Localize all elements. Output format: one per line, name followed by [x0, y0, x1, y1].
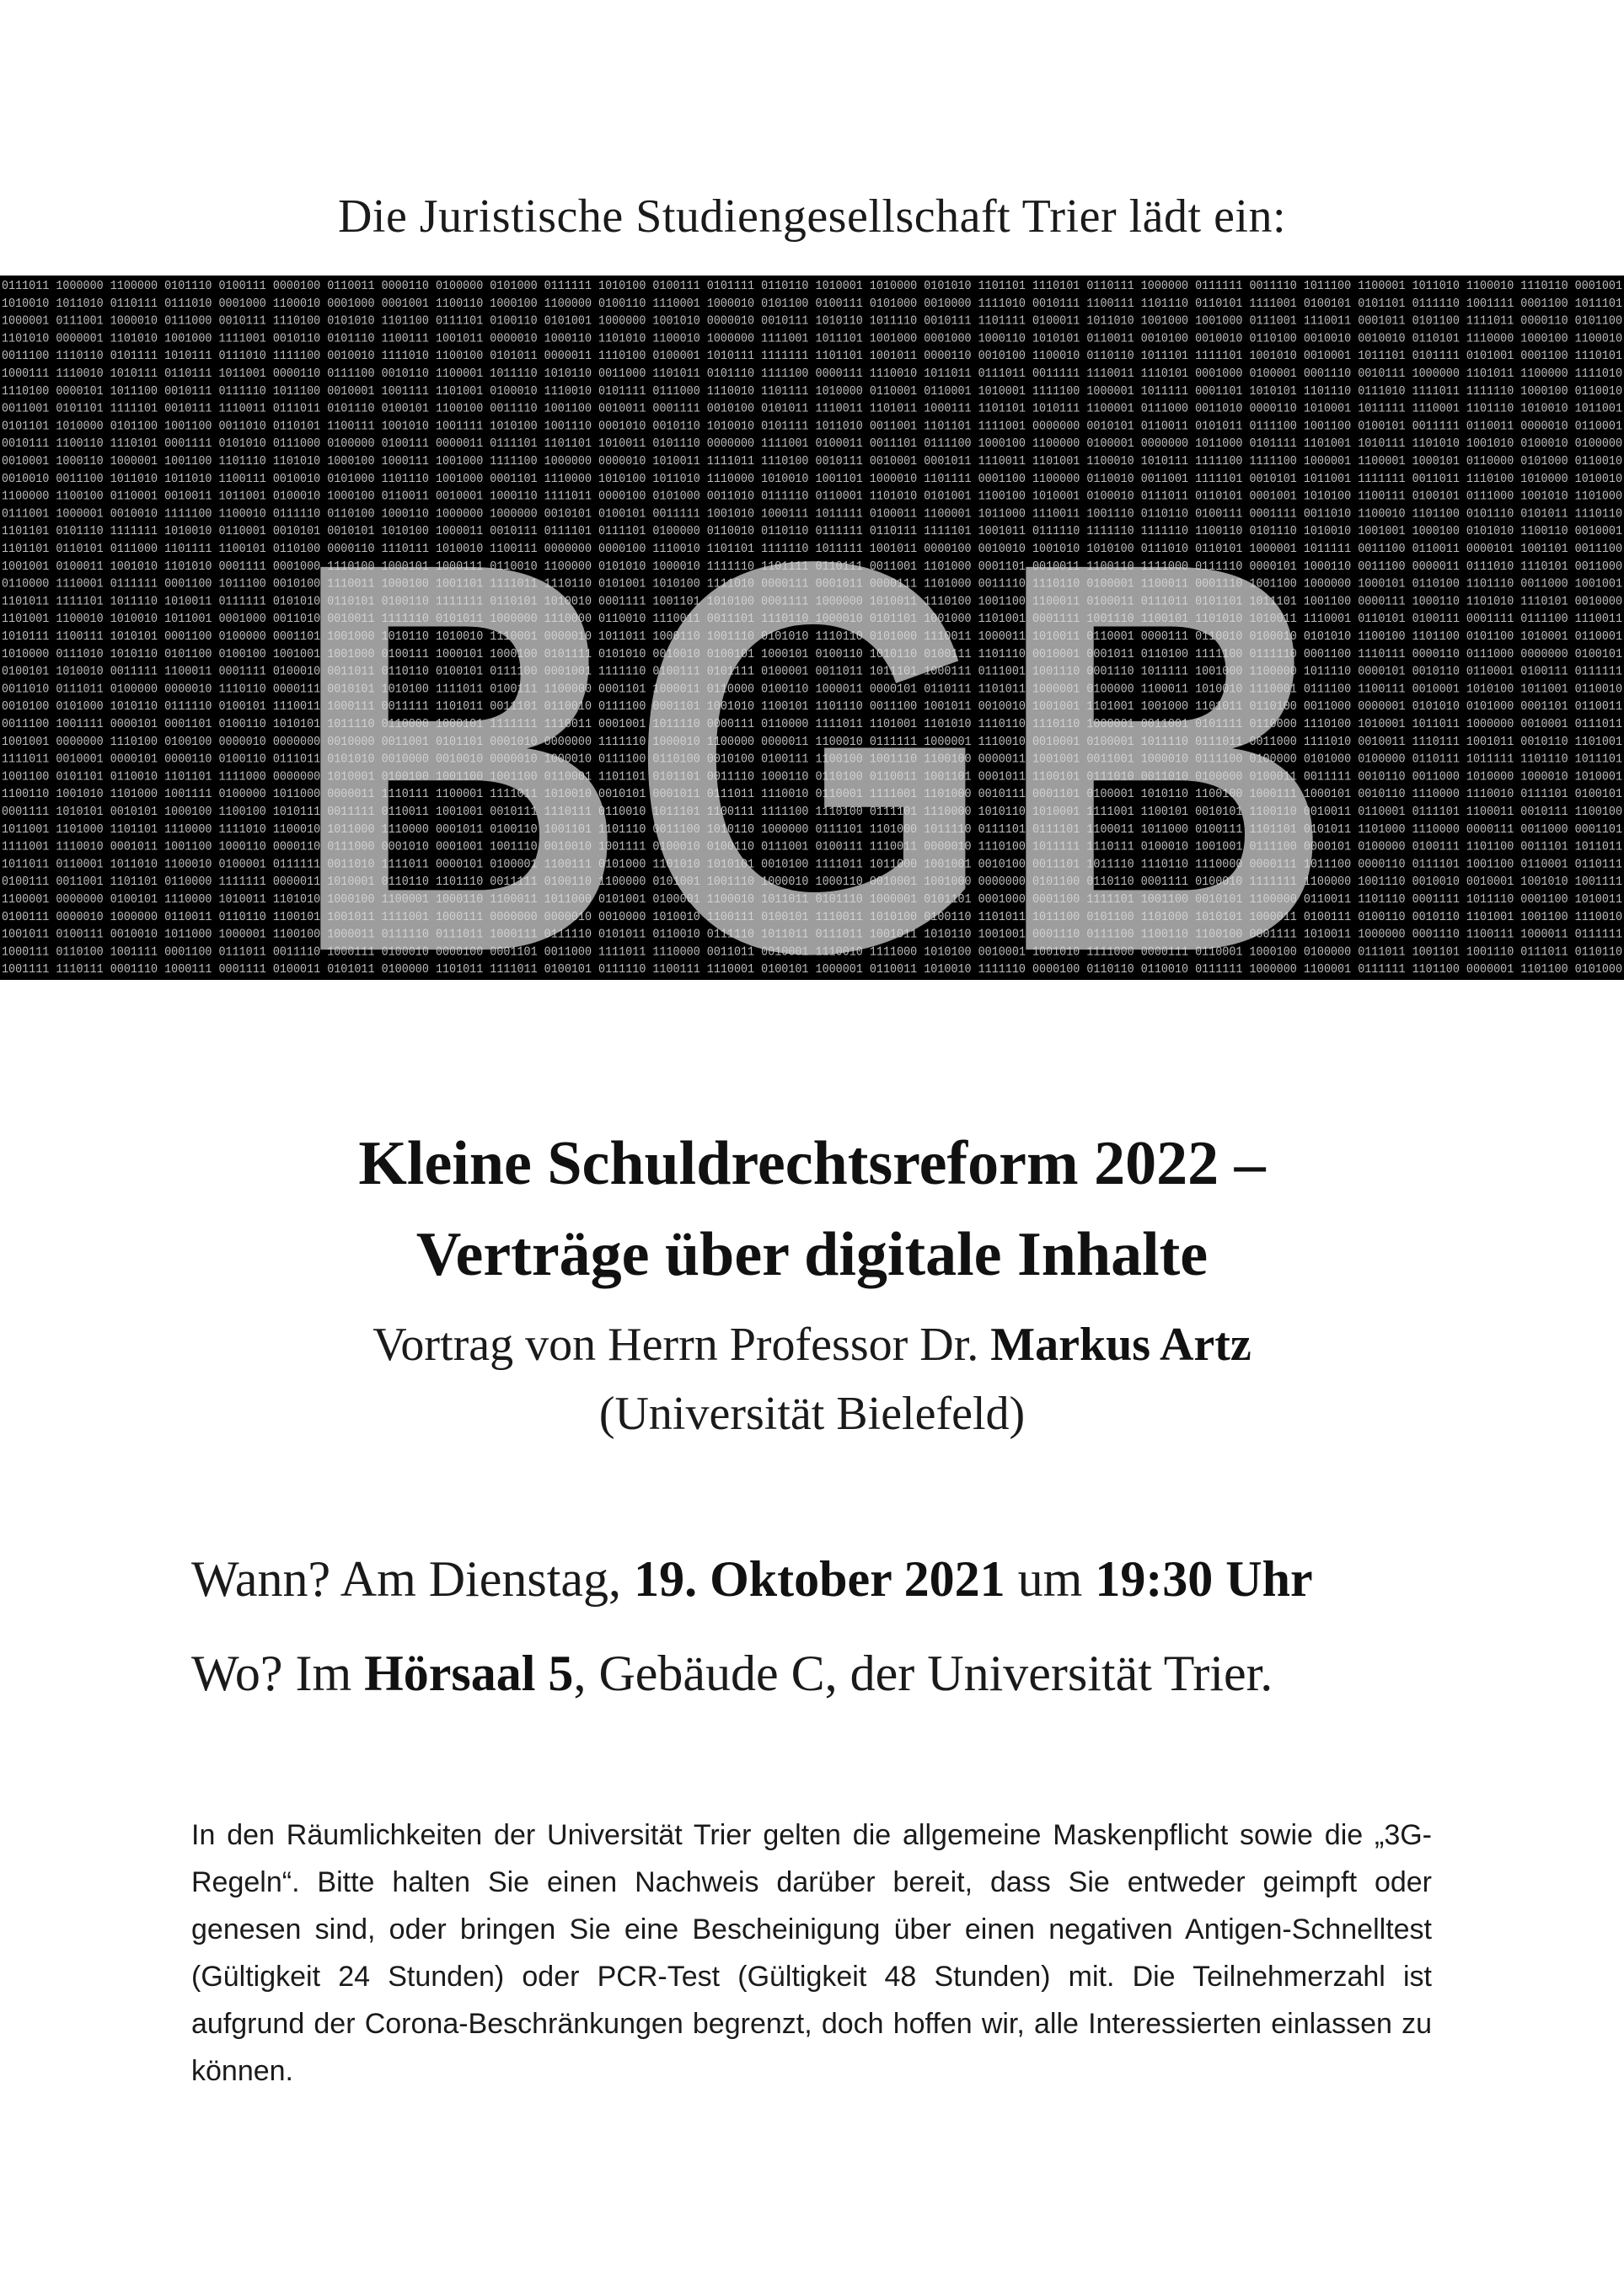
binary-row: 1110100 0000101 1011100 0010111 0111110 1011100 0010001 1001111 1101001 0100010 1110010 0101111 0111000 1110010 1101111 1010000 0110001 0110001 1010001 1111100 1000001 1011111 0001101 1010101 1101110 0111010 1111011 1111110 1000100 0110010	[2, 383, 1622, 399]
binary-row: 0111001 1000001 0010010 1111100 1100010 0111110 0110100 1000110 1000000 1000000 0010101 0100101 0011111 1001010 1000111 1011111 0100011 1100001 1011000 1110011 1001110 0110110 0100111 0001111 0011010 1100010 1101100 0101110 0101011 1110110	[2, 506, 1622, 522]
binary-row: 1100001 0000000 0100101 1110000 1010011 1101010 1000100 1100001 1000110 1100011 1011000 0101001 0100001 1100010 1011011 0101110 1000001 0101101 0001000 0001100 1111101 1001100 0010101 1100000 0110011 1101110 0001111 1011110 0001100 1010011	[2, 892, 1622, 907]
event-time: 19:30 Uhr	[1095, 1551, 1313, 1607]
where-rest: , Gebäude C, der Universität Trier.	[573, 1646, 1273, 1701]
binary-row: 1001001 0000000 1110100 0100100 0000010 0000000 0010000 0011001 0101101 0001010 0000000 1111110 1000010 1100000 0000011 1100010 0111111 1000001 1110010 0010001 0100001 1011110 0111011 0011000 1111010 0010011 1110111 1001011 0010110 1101001	[2, 734, 1622, 749]
binary-row: 0111011 1000000 1100000 0101110 0100111 0000100 0110011 0000110 0100000 0101000 0111111 1010100 0100111 0101111 0110110 1010001 1010000 0101010 1101101 1110101 0110111 1000000 0111111 0011110 1011100 1100001 1011010 1100010 1110110 0001001	[2, 279, 1622, 293]
event-date: 19. Oktober 2021	[634, 1551, 1005, 1607]
binary-row: 1111011 0010001 0000101 0000110 0100110 0111011 0101010 0010000 0010010 0000010 1000010 0111100 0110100 0010100 0100111 1100100 1001110 1100100 0000011 1001001 0011001 1000010 0111100 0100000 0101000 0100000 0110111 1011111 1101110 1011101	[2, 752, 1622, 767]
binary-row: 0010100 0101000 1010110 0111110 0100101 1110011 1000111 0011111 1101011 0011101 0110010 0111100 0001101 1001010 1100101 1101110 0011100 1001011 0010010 1001001 1101001 1001000 1101011 0110100 0011000 0000001 0101010 0101000 0001101 0110011	[2, 699, 1622, 714]
binary-row: 1100110 1001010 1101000 1001111 0100000 1011000 0000011 1110111 1100001 1111011 1010010 0010101 0001011 0111011 1110010 0110001 1111001 1101000 0010111 0001101 0100001 1010110 1100100 1000111 1000101 0010110 1110000 1110010 0111101 0100101	[2, 787, 1622, 802]
binary-row: 1001001 0100011 1001010 1101010 0001111 0001000 1110100 1000101 1000111 0110010 1100000 0101010 1000010 1111110 1101111 0110111 0011001 1101000 0001101 0010011 1100110 1111000 0111110 0000101 1000110 0011100 0000011 0111010 1110101 0011000	[2, 559, 1622, 574]
binary-row: 0010010 0011100 1011010 1011010 1100111 0010010 0101000 1101110 1001000 0001101 1110000 1010100 1011010 1110000 1010010 1001101 1000010 1101111 0001100 1100000 0110010 0011001 1111101 0010101 1011001 1111111 0011011 1110100 1010000 1010010	[2, 471, 1622, 486]
binary-row: 1100000 1100100 0110001 0010011 1011001 0100010 1000100 0110011 0010001 1000110 1111011 0000100 0101000 0011010 0111110 0110001 1101010 0101001 1100100 1010001 0100010 0111011 0110101 0001001 1010100 1100111 0100101 0111000 1001010 1101000	[2, 489, 1622, 504]
bgb-watermark: BGB	[289, 447, 1334, 980]
binary-row: 1001011 0100111 0010010 1011000 1000001 1100100 1000011 0111110 0111011 1000111 0111110 0101011 0110010 0111110 1011011 0111011 1001011 1010110 1001001 0001110 0111100 1100110 1100100 0001111 1010011 1000000 0001110 1100111 1000011 0111111	[2, 927, 1622, 942]
binary-row: 1010000 0111010 1010110 0101100 0100100 1001001 1001000 0100111 1000101 1000100 0101111 0101010 0010010 0100101 1000101 0100110 1010110 0100111 1101110 0010001 0001011 0110100 1111100 0111110 0001100 1110111 0000110 0111000 0000000 0100101	[2, 646, 1622, 661]
binary-row: 1010111 1100111 1010101 0001100 0100000 0001101 1001000 1010110 1010010 1110001 0000010 1011011 1000110 1001110 0101010 1110110 0101000 1110011 1000011 1010011 0110001 0000111 0110010 0100010 0101010 1100100 1101100 0101100 1010001 0110001	[2, 629, 1622, 644]
binary-row: 1001111 1110111 0001110 1000111 0001111 0100011 0101011 0100000 1101011 1111011 0100101 0111110 1100111 1110001 0100101 1000001 0110011 1010010 1111110 0000100 0110110 0110010 0111111 1000000 1100001 0111111 1101100 0000001 1101100 0101000	[2, 962, 1622, 977]
title-line-1: Kleine Schuldrechtsreform 2022 –	[358, 1129, 1266, 1198]
binary-row: 1000111 0110100 1001111 0001100 0111011 0011110 1000111 0100010 0000100 0001101 0011000 1111011 1110000 0011011 0010001 1110010 1111000 1010100 0010001 1001010 1111000 0000111 0110001 1000100 0100000 0111011 1001101 1001110 0111011 0110110	[2, 945, 1622, 960]
binary-row: 0100101 1010010 0011111 1100011 0001111 0100010 0011011 0110110 0100101 0111100 0001001 1111110 0100111 0101111 0100001 0011011 1011101 1000111 0111001 1001110 0001110 1011111 1001000 1100000 1011110 0000101 0010110 0110001 0100111 0111111	[2, 664, 1622, 679]
speaker-affiliation: (Universität Bielefeld)	[598, 1388, 1026, 1440]
binary-row: 0100111 0011001 1101101 0110000 1111111 0000011 1010001 0110110 1101110 0011111 0100110 1100000 0101001 1001110 1000010 1000110 0010001 1001000 0000000 0101100 0110110 0001111 0100010 1111111 1100000 1001110 0010010 0010001 1001010 1001111	[2, 875, 1622, 890]
binary-row: 0100111 0000010 1000000 0110011 0110110 1100101 1001011 1111001 1000111 0000000 0000010 0010000 1010010 1100111 0100101 1110011 1010100 0100110 1101011 1011100 0101100 1101000 1010101 1000011 0100111 0100110 0010110 1101001 1001100 1110010	[2, 909, 1622, 924]
binary-row: 1111001 1110010 0001011 1001100 1000110 0000110 0111000 0001010 0001001 1001110 0010010 1001111 0100010 0100110 0111001 0100111 1110011 0000010 1110100 1011111 1110111 0100010 1001001 0111100 0000101 0100000 0100111 1101100 0011101 1011011	[2, 839, 1622, 854]
event-room: Hörsaal 5	[364, 1646, 574, 1701]
binary-row: 0010001 1000110 1000001 1001100 1101110 1101010 1000100 1000111 1001000 1111100 1000000 0000010 1010011 1111011 1110100 0010111 0010001 0001011 1110011 1101001 1100010 1010111 1111100 1111100 1000001 1100001 1000101 0110000 0101000 0110010	[2, 454, 1622, 468]
when-label: Wann? Am Dienstag,	[191, 1551, 635, 1607]
where-label: Wo? Im	[191, 1646, 365, 1701]
speaker-prefix: Vortrag von Herrn Professor Dr.	[373, 1319, 991, 1371]
binary-row: 0010111 1100110 1110101 0001111 0101010 0111000 0100000 0100111 0000011 0111101 1101101 1010011 0101110 0000000 1111001 0100011 0011101 0111100 1000100 1100000 0100001 0000000 1011000 0101111 1101001 1010111 1101010 1001010 0100010 0100000	[2, 436, 1622, 452]
binary-row: 1101001 1100010 1010010 1011001 0001000 0011010 0010011 1111110 0101011 1000000 1110000 0110010 1110011 0011101 1110110 1000010 0101101 1001000 1101001 0001111 1001110 1100101 1101010 1010011 1110001 0110101 0100111 0001111 0111100 1110011	[2, 612, 1622, 627]
binary-row: 0001111 1010101 0010101 1000100 1100100 1010111 0011111 0110011 1001001 0010111 1110111 0110010 1011101 1100111 1111100 1110100 0111101 1110000 1010110 1010001 1111001 1100101 0010101 1100110 0010011 0110001 0111101 1100011 0010111 1100100	[2, 805, 1622, 819]
binary-banner	[0, 276, 1624, 980]
banner-graphic	[0, 276, 1624, 980]
where-line	[191, 1645, 1273, 1703]
binary-row: 1101101 0101110 1111111 1010010 0110001 0010101 0010101 1010100 1000011 0010111 0111101 0111101 0100000 0110010 0110110 0111111 0110111 1111101 1001011 0111110 1111110 1111110 1100110 0101110 1010010 1001001 1000100 0101010 1100110 0010001	[2, 524, 1622, 539]
binary-row: 1010010 1011010 0110111 0111010 0001000 1100010 0001000 0001001 1100110 1000100 1100000 0100110 1110001 1000010 0101100 0100111 0101000 0010000 1111010 0010111 1100111 1101110 0110101 1111001 0100101 0101101 0111110 1001111 0001100 1011101	[2, 296, 1622, 311]
binary-row: 1011001 1101000 1101101 1110000 1111010 1100010 1011000 1110000 0001011 0100110 1001101 1101110 0011100 1010110 1000000 0111101 1101000 1011110 0111101 0111101 1100011 1011000 0100111 1101101 0101011 1101000 1110000 0000111 0011000 0001101	[2, 822, 1622, 837]
binary-row: 1101010 0000001 1101010 1001000 1111001 0010110 0101110 1100111 1001011 0000010 1000110 1101010 1100010 1000000 1111001 1011101 1001000 0001000 1000110 1010101 0110011 0010100 0010010 0110100 0010010 0010010 0110101 1110000 1000100 1100010	[2, 331, 1622, 346]
intro-text: Die Juristische Studiengesellschaft Trier lädt ein:	[337, 190, 1287, 243]
binary-row: 1101101 0110101 0111000 1101111 1100101 0110100 0000110 1110111 1010010 1100111 0000000 0000100 1110010 1101101 1111110 1011111 1001011 0000100 0010010 1001010 1010100 0111010 0110101 1000001 1011111 0011100 0110011 0000101 1001101 0011100	[2, 542, 1622, 556]
binary-row: 1000001 0111001 1000010 0111000 0010111 1110100 0101010 1101100 0111101 0100110 0101001 1000000 1001010 0000010 0010111 1010110 1011110 0010111 1101111 0100011 1011010 1001000 1001000 0111001 1110011 0001011 0101100 1111011 0000110 0101100	[2, 313, 1622, 329]
when-connector: um	[1005, 1551, 1096, 1607]
binary-row: 0101101 1010000 0101100 1001100 0011010 0110101 1100111 1001010 1001111 1010100 1001110 0001010 0010110 1010010 0101111 1011010 0011001 1101101 1111001 0000000 0010101 0110011 0101011 0111100 1001100 0100101 0011111 0110011 0000010 0110001	[2, 419, 1622, 434]
speaker-line	[0, 1310, 1624, 1379]
binary-row: 0011010 0111011 0100000 0000010 1110110 0000111 0010101 1010100 1111011 0100111 1100000 0001101 1000011 0110000 0100110 1000011 0000101 0110111 1101011 1000001 0100000 1100011 1010010 1110001 0111100 1100111 0010001 1010100 1011001 0110010	[2, 682, 1622, 697]
lecture-title	[0, 1118, 1624, 1300]
binary-row: 1000111 1110010 1010111 0110111 1011001 0000110 0111100 0010110 1100001 1011110 1010110 0011000 1101011 0101110 1111100 0000111 1110010 1011011 0111011 0011111 1110011 1110101 0001000 0100001 0001110 0010111 1000000 1101011 1100000 1111010	[2, 367, 1622, 381]
binary-row: 1101011 1111101 1011110 1010011 0111111 0101010 0110101 0100110 1111111 0110101 1010010 0001111 1001101 1010100 0001111 1000000 1010011 1110100 1001100 1100011 0100011 0111011 0101101 1011101 1001100 0000111 1000110 1101010 1110101 0010000	[2, 594, 1622, 609]
binary-row: 1001100 0101101 0110010 1101101 1111000 0000000 1010001 0100100 1001100 1001100 0110001 1101101 0101101 0011110 1000110 0110100 0110011 1001101 0001011 1100101 0111010 0011010 0100000 0100011 0011111 0010110 0011000 1010000 1000010 1010001	[2, 769, 1622, 784]
speaker-block	[0, 1310, 1624, 1448]
binary-row: 0011100 1110110 0101111 1010111 0111010 1111100 0010010 1111010 1100100 0101011 0000011 1110100 0100001 1010111 1111111 1101101 1001011 0000110 0010100 1100010 0110110 1011101 1111101 1001010 0010001 1011101 0101111 0101001 0001100 1110101	[2, 349, 1622, 364]
when-line	[191, 1550, 1313, 1608]
title-line-2: Verträge über digitale Inhalte	[415, 1220, 1209, 1289]
binary-row: 1011011 0110001 1011010 1100010 0100001 0111111 0011010 1111011 0000101 0100001 1100111 0101000 1101010 1010101 0010100 1111011 1011000 1001001 0010100 0011101 1011110 1110110 1110000 0000111 1011100 0000110 0111101 1001100 0110001 0110111	[2, 857, 1622, 872]
binary-row: 0011001 0101101 1111101 0010111 1110011 0111011 0101110 0100101 1100100 0011110 1001100 0010011 0001111 0010100 0101011 1110011 1101011 1000111 1101101 1010111 1100001 0111000 0011010 0000110 1010001 1011111 1110001 1101110 1010010 1011001	[2, 401, 1622, 416]
speaker-name: Markus Artz	[990, 1319, 1251, 1371]
covid-notice: In den Räumlichkeiten der Universität Trier gelten die allgemeine Maskenpflicht sowie die „3G-Regeln“. Bitte halten Sie einen Nachweis darüber bereit, dass Sie entweder geimpft oder genesen sind, oder bringen Sie eine Bescheinigung über einen negativen Antigen-Schnelltest (Gültigkeit 24 Stunden) oder PCR-Test (Gültigkeit 48 Stunden) mit. Die Teilnehmerzahl ist aufgrund der Corona-Beschränkungen begrenzt, doch hoffen wir, alle Interessierten einlassen zu können.	[191, 1819, 1432, 2087]
binary-row: 0110000 1110001 0111111 0001100 1011100 0010100 1110011 1000100 1001101 1111011 1110110 0101001 1010100 1111010 0000111 0001011 0000111 1101000 0011110 1110110 0100001 1100011 0001110 1001100 1000000 1000101 0110100 1101110 0011000 1001001	[2, 576, 1622, 591]
binary-row: 0011100 1001111 0000101 0001101 0100110 1010101 1011110 0110000 1000101 1111111 1110011 0001001 1011110 0000111 0110000 1111011 1101001 1101010 1110110 1110110 1000001 0011001 0101111 0110000 1110100 1010001 1011011 1000000 0010001 0111011	[2, 717, 1622, 731]
